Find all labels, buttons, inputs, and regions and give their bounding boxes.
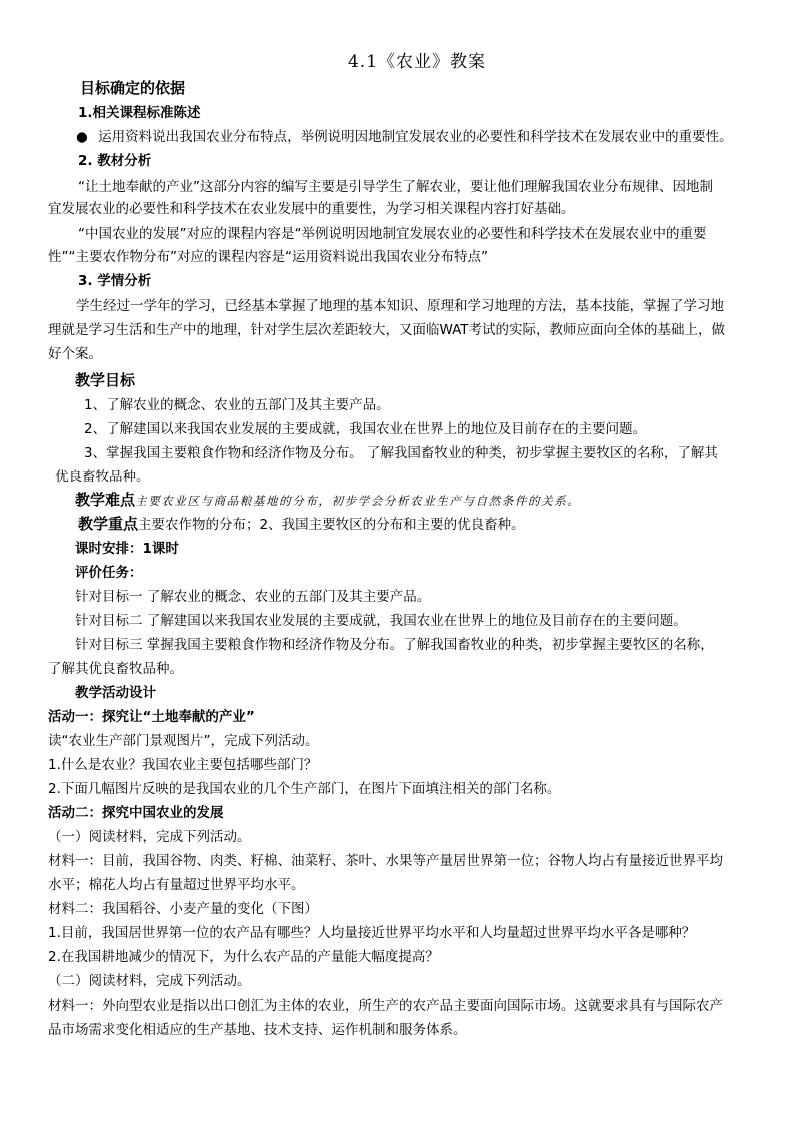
activity-2-heading: 活动二：探究中国农业的发展	[48, 805, 224, 821]
learner-heading: 3. 学情分析	[78, 273, 152, 289]
textbook-para2-line2: 性”“主要农作物分布”对应的课程内容是“运用资料说出我国农业分布特点”	[48, 249, 488, 265]
textbook-para1-line2: 宜发展农业的必要性和科学技术在农业发展中的重要性，为学习相关课程内容打好基础。	[48, 201, 575, 217]
goal-2: 2、了解建国以来我国农业发展的主要成就，我国农业在世界上的地位及目前存在的主要问题。	[84, 421, 647, 437]
curriculum-heading: 1.相关课程标准陈述	[78, 105, 201, 121]
textbook-heading: 2. 教材分析	[78, 153, 152, 169]
activity-1-question-1: 1.什么是农业？我国农业主要包括哪些部门？	[48, 757, 318, 773]
schedule: 课时安排：1课时	[75, 541, 179, 557]
textbook-para1-line1: “让土地奉献的产业”这部分内容的编写主要是引导学生了解农业，要让他们理解我国农业分布规律、因地制	[78, 179, 713, 195]
activities-heading: 教学活动设计	[75, 685, 156, 701]
bullet-icon: ●	[76, 129, 88, 145]
learner-line2: 理就是学习生活和生产中的地理，针对学生层次差距较大，又面临WAT考试的实际，教师应面向全体的基础上，做	[48, 322, 726, 338]
document-title: 4.1《农业》教案	[347, 52, 487, 72]
activity-2-part-2: （二）阅读材料，完成下列活动。	[48, 973, 251, 989]
basis-heading: 目标确定的依据	[80, 79, 186, 97]
goals-heading: 教学目标	[75, 371, 136, 389]
material-1-line1: 材料一：目前，我国谷物、肉类、籽棉、油菜籽、茶叶、水果等产量居世界第一位；谷物人均占有量接近世界平均	[48, 853, 723, 869]
textbook-para2-line1: “中国农业的发展”对应的课程内容是“举例说明因地制宜发展农业的必要性和科学技术在发展农业中的重要	[78, 226, 707, 242]
key-text: 主要农作物的分布；2、我国主要牧区的分布和主要的优良畜种。	[138, 517, 525, 533]
goal-1: 1、了解农业的概念、农业的五部门及其主要产品。	[84, 397, 390, 413]
difficult-text: 主要农业区与商品粮基地的分布，初步学会分析农业生产与自然条件的关系。	[135, 494, 581, 508]
material-1-line2: 水平；棉花人均占有量超过世界平均水平。	[48, 877, 305, 893]
activity-2-part-1: （一）阅读材料，完成下列活动。	[48, 829, 251, 845]
evaluation-2: 针对目标二 了解建国以来我国农业发展的主要成就，我国农业在世界上的地位及目前存在的主要问题。	[75, 613, 687, 629]
activity-1-heading: 活动一：探究让“土地奉献的产业”	[48, 709, 255, 725]
difficult-points	[75, 491, 580, 510]
learner-line1: 学生经过一学年的学习，已经基本掌握了地理的基本知识、原理和学习地理的方法，基本技能，掌握了学习地	[76, 298, 724, 314]
material-3-line2: 品市场需求变化相适应的生产基地、技术支持、运作机制和服务体系。	[48, 1022, 467, 1038]
activity-2-question-1: 1.目前，我国居世界第一位的农产品有哪些？人均量接近世界平均水平和人均量超过世界平均水平各是哪种？	[48, 925, 696, 941]
material-2: 材料二：我国稻谷、小麦产量的变化（下图）	[48, 901, 318, 917]
evaluation-3-line2: 了解其优良畜牧品种。	[48, 661, 183, 677]
activity-1-intro: 读“农业生产部门景观图片”，完成下列活动。	[48, 733, 319, 749]
goal-3-line1: 3、掌握我国主要粮食作物和经济作物及分布。 了解我国畜牧业的种类，初步掌握主要牧区的名称，了解其	[84, 445, 718, 461]
activity-2-question-2: 2.在我国耕地减少的情况下，为什么农产品的产量能大幅度提高？	[48, 949, 439, 965]
learner-line3: 好个案。	[48, 346, 102, 362]
activity-1-question-2: 2.下面几幅图片反映的是我国农业的几个生产部门，在图片下面填注相关的部门名称。	[48, 781, 561, 797]
curriculum-bullet-item	[76, 128, 733, 146]
goal-3-line2: 优良畜牧品种。	[55, 469, 150, 485]
evaluation-heading: 评价任务：	[75, 565, 143, 581]
curriculum-text: 运用资料说出我国农业分布特点，举例说明因地制宜发展农业的必要性和科学技术在发展农业中的重要性。	[98, 129, 733, 145]
key-points	[78, 515, 525, 534]
evaluation-3-line1: 针对目标三 掌握我国主要粮食作物和经济作物及分布。了解我国畜牧业的种类，初步掌握主要牧区的名称，	[75, 637, 714, 653]
material-3-line1: 材料一：外向型农业是指以出口创汇为主体的农业，所生产的农产品主要面向国际市场。这就要求具有与国际农产	[48, 998, 723, 1014]
difficult-label: 教学难点	[75, 491, 136, 509]
evaluation-1: 针对目标一 了解农业的概念、农业的五部门及其主要产品。	[75, 589, 431, 605]
key-label: 教学重点	[78, 515, 139, 533]
